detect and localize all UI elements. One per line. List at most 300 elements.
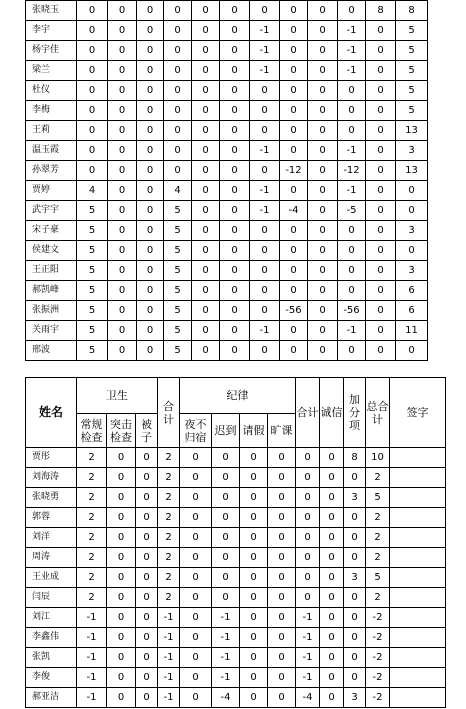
signature-cell — [390, 648, 446, 668]
score-cell: 0 — [396, 181, 428, 201]
signature-cell — [390, 448, 446, 468]
score-cell: 0 — [136, 688, 158, 708]
score-cell: -1 — [77, 628, 107, 648]
score-cell: -56 — [338, 301, 366, 321]
score-cell: 0 — [164, 21, 192, 41]
score-cell: 0 — [107, 668, 136, 688]
score-cell: 0 — [192, 261, 220, 281]
score-cell: 0 — [308, 101, 338, 121]
score-cell: 0 — [192, 321, 220, 341]
student-name-cell: 关雨宇 — [26, 321, 77, 341]
score-cell: 0 — [280, 261, 308, 281]
score-cell: 0 — [268, 468, 296, 488]
score-cell: 0 — [108, 1, 137, 21]
score-cell: 0 — [220, 321, 250, 341]
score-cell: 5 — [164, 201, 192, 221]
score-cell: 0 — [180, 488, 212, 508]
score-cell: 0 — [396, 241, 428, 261]
score-cell: 0 — [212, 588, 240, 608]
table-row — [26, 688, 446, 708]
score-cell: -1 — [77, 688, 107, 708]
score-cell: -1 — [158, 668, 180, 688]
late-header: 迟到 — [212, 414, 240, 448]
score-cell: 0 — [338, 101, 366, 121]
score-cell: 0 — [107, 528, 136, 548]
score-cell: 0 — [366, 121, 396, 141]
score-cell: 0 — [280, 1, 308, 21]
score-cell: 0 — [268, 588, 296, 608]
score-cell: 0 — [192, 121, 220, 141]
table-row — [26, 668, 446, 688]
score-cell: 0 — [108, 41, 137, 61]
score-cell: 0 — [220, 161, 250, 181]
score-cell: 0 — [320, 648, 344, 668]
score-cell: 0 — [192, 21, 220, 41]
signature-cell — [390, 588, 446, 608]
score-cell: 0 — [296, 508, 320, 528]
score-cell: 0 — [137, 241, 164, 261]
score-cell: 0 — [280, 101, 308, 121]
routine-check-header: 常规检查 — [77, 414, 107, 448]
score-cell: 0 — [344, 648, 366, 668]
score-cell: 0 — [107, 548, 136, 568]
score-cell: 0 — [108, 21, 137, 41]
score-cell: 5 — [396, 61, 428, 81]
score-cell: 5 — [77, 221, 108, 241]
score-cell: 0 — [180, 448, 212, 468]
score-cell: 6 — [396, 281, 428, 301]
student-name-cell: 李宇 — [26, 21, 77, 41]
score-cell: 0 — [108, 281, 137, 301]
score-cell: 0 — [338, 81, 366, 101]
student-name-cell: 武宇宇 — [26, 201, 77, 221]
student-name-cell: 李梅 — [26, 101, 77, 121]
table-row — [26, 261, 428, 281]
score-cell: 0 — [308, 301, 338, 321]
score-cell: 0 — [308, 21, 338, 41]
score-cell: 0 — [240, 668, 268, 688]
score-cell: 0 — [250, 161, 280, 181]
score-cell: 0 — [320, 568, 344, 588]
table-row — [26, 341, 428, 361]
score-cell: 0 — [240, 548, 268, 568]
score-cell: 0 — [344, 668, 366, 688]
score-cell: 0 — [212, 508, 240, 528]
score-cell: 0 — [192, 241, 220, 261]
score-cell: 0 — [220, 261, 250, 281]
score-cell: 0 — [268, 688, 296, 708]
score-cell: 0 — [107, 568, 136, 588]
score-cell: 0 — [320, 628, 344, 648]
score-cell: 2 — [158, 448, 180, 468]
score-cell: 0 — [250, 281, 280, 301]
table-row — [26, 281, 428, 301]
score-cell: -1 — [296, 668, 320, 688]
score-cell: 0 — [137, 41, 164, 61]
student-name-cell: 郝亚洁 — [26, 688, 77, 708]
score-cell: 0 — [396, 201, 428, 221]
score-cell: 0 — [280, 321, 308, 341]
score-cell: 3 — [396, 221, 428, 241]
score-cell: 0 — [137, 221, 164, 241]
score-cell: 0 — [77, 41, 108, 61]
score-cell: 5 — [396, 101, 428, 121]
score-cell: 0 — [366, 261, 396, 281]
score-cell: -1 — [338, 181, 366, 201]
score-cell: 0 — [220, 141, 250, 161]
score-cell: 5 — [77, 341, 108, 361]
score-cell: 0 — [240, 488, 268, 508]
score-cell: 0 — [108, 261, 137, 281]
score-cell: 6 — [396, 301, 428, 321]
signature-cell — [390, 548, 446, 568]
score-cell: 0 — [108, 321, 137, 341]
student-name-cell: 张晓勇 — [26, 488, 77, 508]
score-cell: 0 — [180, 468, 212, 488]
score-cell: -5 — [338, 201, 366, 221]
score-cell: 0 — [308, 221, 338, 241]
score-cell: 0 — [320, 548, 344, 568]
score-cell: 5 — [366, 488, 390, 508]
score-cell: 0 — [192, 41, 220, 61]
score-cell: 0 — [366, 141, 396, 161]
score-cell: 2 — [366, 468, 390, 488]
score-cell: 0 — [107, 628, 136, 648]
score-cell: 0 — [338, 261, 366, 281]
table-row — [26, 648, 446, 668]
signature-cell — [390, 528, 446, 548]
score-cell: 0 — [107, 448, 136, 468]
score-cell: 0 — [137, 321, 164, 341]
score-cell: 2 — [158, 508, 180, 528]
student-name-cell: 李鑫伟 — [26, 628, 77, 648]
score-cell: 0 — [240, 588, 268, 608]
score-cell: 0 — [240, 468, 268, 488]
score-cell: -1 — [77, 608, 107, 628]
score-cell: 0 — [136, 508, 158, 528]
table-row — [26, 588, 446, 608]
score-cell: 0 — [180, 548, 212, 568]
score-cell: 0 — [180, 508, 212, 528]
score-cell: 0 — [192, 61, 220, 81]
score-cell: 8 — [366, 1, 396, 21]
score-cell: 0 — [136, 528, 158, 548]
table-row — [26, 568, 446, 588]
score-cell: -4 — [296, 688, 320, 708]
score-cell: -1 — [158, 608, 180, 628]
score-cell: 0 — [220, 221, 250, 241]
score-cell: 0 — [180, 688, 212, 708]
score-cell: 0 — [366, 41, 396, 61]
score-cell: 0 — [338, 341, 366, 361]
score-cell: 3 — [396, 141, 428, 161]
score-cell: 0 — [320, 488, 344, 508]
score-cell: 0 — [220, 281, 250, 301]
score-cell: 0 — [344, 548, 366, 568]
score-cell: 2 — [366, 508, 390, 528]
score-cell: -1 — [250, 21, 280, 41]
score-cell: 0 — [180, 628, 212, 648]
score-cell: -1 — [338, 41, 366, 61]
score-cell: 0 — [366, 81, 396, 101]
score-cell: 0 — [366, 181, 396, 201]
score-cell: 0 — [220, 41, 250, 61]
table-row — [26, 548, 446, 568]
signature-cell — [390, 468, 446, 488]
score-cell: 0 — [108, 121, 137, 141]
score-cell: 0 — [280, 181, 308, 201]
score-cell: 0 — [308, 81, 338, 101]
score-cell: 0 — [212, 528, 240, 548]
table-row — [26, 81, 428, 101]
score-cell: 0 — [212, 468, 240, 488]
table-row — [26, 608, 446, 628]
student-name-cell: 郭蓉 — [26, 508, 77, 528]
score-cell: 0 — [320, 588, 344, 608]
score-cell: 0 — [220, 301, 250, 321]
student-name-cell: 孙翠芳 — [26, 161, 77, 181]
score-cell: 0 — [192, 281, 220, 301]
score-cell: 0 — [250, 81, 280, 101]
score-cell: 0 — [220, 61, 250, 81]
score-cell: 3 — [344, 488, 366, 508]
score-cell: 0 — [308, 61, 338, 81]
score-cell: 0 — [320, 468, 344, 488]
score-cell: 13 — [396, 121, 428, 141]
score-cell: 0 — [220, 1, 250, 21]
score-cell: 0 — [366, 201, 396, 221]
score-cell: 3 — [396, 261, 428, 281]
score-cell: 0 — [240, 448, 268, 468]
score-cell: 8 — [344, 448, 366, 468]
score-cell: 0 — [308, 121, 338, 141]
score-cell: 0 — [220, 101, 250, 121]
score-cell: 0 — [308, 281, 338, 301]
score-cell: 2 — [77, 488, 107, 508]
score-cell: 0 — [212, 448, 240, 468]
score-cell: 0 — [180, 648, 212, 668]
score-cell: 11 — [396, 321, 428, 341]
score-cell: -1 — [158, 628, 180, 648]
score-cell: -1 — [250, 41, 280, 61]
surprise-check-header: 突击检查 — [107, 414, 136, 448]
table-row — [26, 141, 428, 161]
student-name-cell: 温玉霞 — [26, 141, 77, 161]
signature-cell — [390, 568, 446, 588]
student-name-cell: 贾婷 — [26, 181, 77, 201]
score-cell: 0 — [268, 508, 296, 528]
score-cell: 0 — [137, 181, 164, 201]
score-cell: 0 — [240, 528, 268, 548]
score-cell: 5 — [77, 241, 108, 261]
table-row — [26, 61, 428, 81]
score-cell: -1 — [250, 61, 280, 81]
score-cell: 5 — [164, 261, 192, 281]
score-cell: 0 — [136, 648, 158, 668]
score-cell: 0 — [280, 221, 308, 241]
score-cell: 0 — [268, 528, 296, 548]
score-cell: 0 — [320, 668, 344, 688]
score-cell: 0 — [268, 668, 296, 688]
score-cell: 0 — [308, 261, 338, 281]
score-cell: 0 — [136, 448, 158, 468]
table-row — [26, 101, 428, 121]
score-cell: 2 — [158, 588, 180, 608]
score-cell: -12 — [338, 161, 366, 181]
score-cell: 0 — [240, 608, 268, 628]
score-cell: 0 — [344, 628, 366, 648]
score-cell: 0 — [308, 1, 338, 21]
score-cell: 0 — [192, 201, 220, 221]
table-row — [26, 201, 428, 221]
score-cell: 0 — [280, 341, 308, 361]
score-cell: 0 — [107, 608, 136, 628]
score-cell: -1 — [296, 648, 320, 668]
score-cell: 5 — [77, 261, 108, 281]
score-cell: 0 — [240, 648, 268, 668]
score-cell: 0 — [192, 341, 220, 361]
score-cell: 0 — [77, 61, 108, 81]
table-row — [26, 448, 446, 468]
score-cell: 4 — [164, 181, 192, 201]
score-cell: 0 — [180, 528, 212, 548]
score-cell: 0 — [107, 648, 136, 668]
score-cell: 0 — [107, 688, 136, 708]
score-cell: 0 — [77, 161, 108, 181]
student-name-cell: 刘海涛 — [26, 468, 77, 488]
score-cell: 2 — [158, 548, 180, 568]
score-cell: -1 — [212, 668, 240, 688]
score-cell: 5 — [77, 321, 108, 341]
score-cell: 0 — [192, 141, 220, 161]
score-cell: 0 — [180, 588, 212, 608]
table-row — [26, 41, 428, 61]
score-cell: 0 — [107, 508, 136, 528]
signature-cell — [390, 688, 446, 708]
score-cell: 0 — [366, 161, 396, 181]
student-name-cell: 王正阳 — [26, 261, 77, 281]
score-cell: 0 — [268, 488, 296, 508]
score-cell: 0 — [338, 221, 366, 241]
score-cell: 2 — [77, 568, 107, 588]
score-cell: 0 — [280, 81, 308, 101]
score-cell: 0 — [240, 568, 268, 588]
score-cell: 0 — [220, 201, 250, 221]
score-cell: 2 — [77, 588, 107, 608]
signature-cell — [390, 508, 446, 528]
grand-total-header: 总合计 — [366, 378, 390, 448]
score-cell: 0 — [137, 21, 164, 41]
score-cell: 5 — [77, 301, 108, 321]
score-cell: 0 — [180, 568, 212, 588]
score-cell: 0 — [108, 101, 137, 121]
student-name-cell: 张凯 — [26, 648, 77, 668]
score-cell: 5 — [396, 81, 428, 101]
score-cell: -1 — [338, 61, 366, 81]
upper-table-body — [26, 1, 428, 361]
score-cell: 0 — [320, 688, 344, 708]
score-cell: 0 — [137, 341, 164, 361]
score-cell: 0 — [164, 61, 192, 81]
score-cell: 5 — [164, 321, 192, 341]
score-cell: 0 — [164, 1, 192, 21]
score-cell: 0 — [280, 61, 308, 81]
score-cell: 0 — [268, 448, 296, 468]
score-cell: 0 — [280, 241, 308, 261]
score-cell: 0 — [192, 101, 220, 121]
leave-header: 请假 — [240, 414, 268, 448]
score-cell: 0 — [296, 468, 320, 488]
signature-cell — [390, 628, 446, 648]
score-cell: 0 — [137, 201, 164, 221]
score-cell: 0 — [344, 588, 366, 608]
score-cell: 0 — [338, 1, 366, 21]
student-name-cell: 王莉 — [26, 121, 77, 141]
score-cell: -2 — [366, 648, 390, 668]
student-name-cell: 杜仪 — [26, 81, 77, 101]
score-cell: 0 — [108, 141, 137, 161]
score-cell: 0 — [164, 141, 192, 161]
score-cell: 0 — [296, 548, 320, 568]
score-cell: -1 — [158, 688, 180, 708]
score-cell: 0 — [250, 121, 280, 141]
score-cell: 0 — [77, 121, 108, 141]
table-row — [26, 508, 446, 528]
score-cell: 2 — [77, 448, 107, 468]
score-cell: 0 — [137, 61, 164, 81]
score-cell: 0 — [77, 81, 108, 101]
score-cell: 0 — [164, 81, 192, 101]
score-cell: 2 — [77, 468, 107, 488]
score-cell: 2 — [77, 528, 107, 548]
score-cell: -1 — [296, 628, 320, 648]
table-row — [26, 161, 428, 181]
score-cell: -1 — [296, 608, 320, 628]
score-cell: 3 — [344, 688, 366, 708]
table-row — [26, 241, 428, 261]
student-name-cell: 闫辰 — [26, 588, 77, 608]
score-cell: -4 — [212, 688, 240, 708]
score-cell: 0 — [250, 1, 280, 21]
score-cell: 5 — [164, 221, 192, 241]
student-name-cell: 郝凯峰 — [26, 281, 77, 301]
student-name-cell: 邢波 — [26, 341, 77, 361]
bonus-header: 加分项 — [344, 378, 366, 448]
score-cell: 0 — [164, 101, 192, 121]
score-cell: 0 — [180, 668, 212, 688]
score-cell: 0 — [108, 201, 137, 221]
score-cell: 2 — [366, 548, 390, 568]
score-cell: 5 — [164, 301, 192, 321]
score-cell: 0 — [396, 341, 428, 361]
student-name-cell: 周涛 — [26, 548, 77, 568]
hygiene-subtotal-header: 合计 — [158, 378, 180, 448]
score-cell: 0 — [137, 81, 164, 101]
score-cell: 0 — [366, 301, 396, 321]
score-cell: 0 — [108, 181, 137, 201]
score-cell: 0 — [107, 488, 136, 508]
score-cell: 4 — [77, 181, 108, 201]
student-name-cell: 宋子豪 — [26, 221, 77, 241]
score-cell: 0 — [268, 648, 296, 668]
score-cell: 2 — [158, 468, 180, 488]
score-cell: 0 — [268, 548, 296, 568]
score-cell: 5 — [164, 341, 192, 361]
score-cell: 0 — [180, 608, 212, 628]
score-cell: 0 — [220, 341, 250, 361]
score-cell: 0 — [308, 41, 338, 61]
score-cell: -1 — [158, 648, 180, 668]
